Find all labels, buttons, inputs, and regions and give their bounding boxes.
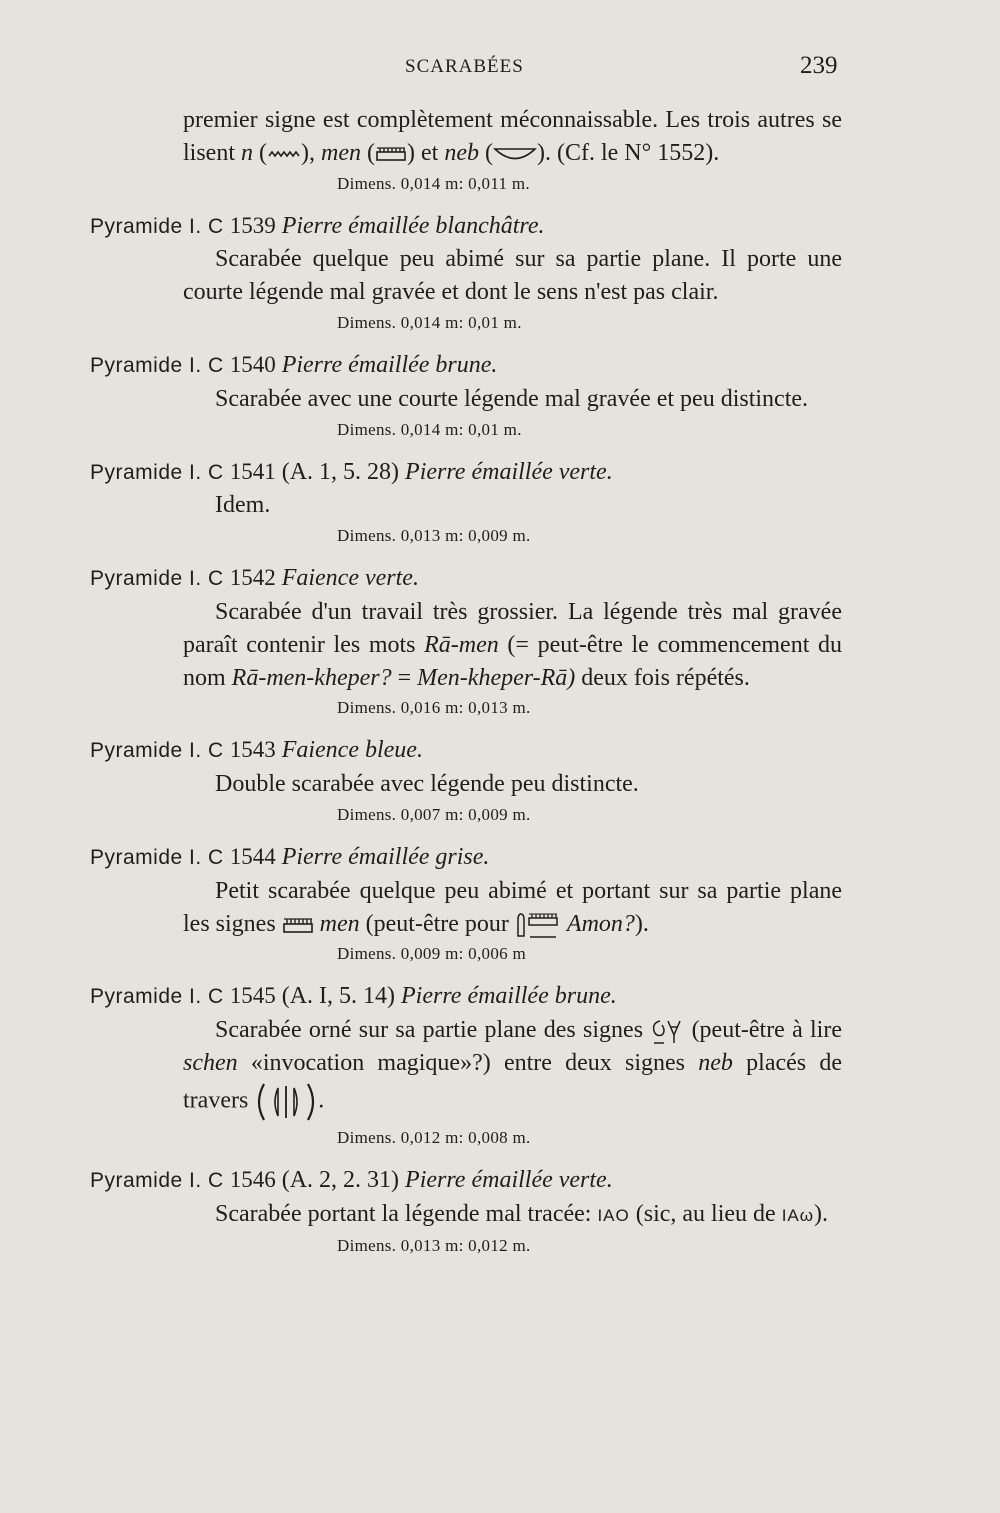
entry-1543	[90, 734, 842, 829]
neb-signs-hieroglyph-icon	[254, 1080, 318, 1124]
entry-1542	[90, 562, 842, 722]
basket-hieroglyph-icon	[493, 146, 537, 162]
entry-heading	[90, 562, 842, 596]
text-segment: «invocation magique»?) entre deux signes	[250, 1049, 686, 1076]
paragraph: premier signe est complètement méconnaissable. Les trois autres se lisent n ( ), men ( ) et neb ( ). (Cf. le N° 1552).	[183, 107, 843, 166]
entry-continuation	[90, 104, 842, 198]
entry-heading	[90, 349, 842, 383]
text-segment: ).	[814, 1200, 829, 1227]
text-segment: trois autres se lisent	[183, 107, 843, 166]
running-header	[0, 52, 1000, 82]
description: Scarabée avec une courte légende mal gravée et peu distincte.	[215, 385, 809, 412]
entry-1540	[90, 349, 842, 444]
catalogue-number: 1541	[229, 458, 276, 484]
entry-1544	[90, 841, 842, 968]
text-segment: Scarabée d'un travail très grossier. La légende très mal gravée paraît contenir les mots	[183, 598, 842, 658]
page-number: 239	[800, 52, 838, 79]
catalogue-text	[90, 104, 842, 1272]
collection-label: Pyramide I. C	[90, 845, 224, 869]
collection-label: Pyramide I. C	[90, 985, 224, 1009]
transliteration: Amon?	[566, 910, 635, 937]
material: Pierre émaillée grise.	[281, 843, 490, 870]
text-segment: =	[397, 664, 412, 691]
text-segment: Scarabée orné sur sa partie plane des signes	[215, 1017, 644, 1044]
text-segment: (sic, au lieu de	[635, 1200, 776, 1227]
description: Idem.	[215, 492, 271, 519]
description	[90, 1198, 842, 1233]
text-segment: (= peut-être le commencement du nom	[183, 631, 843, 691]
greek-legend: IAO	[597, 1205, 630, 1225]
material: Faience verte.	[281, 565, 419, 592]
material: Pierre émaillée blanchâtre.	[281, 212, 545, 239]
catalogue-number: 1544	[229, 843, 276, 869]
draughtboard-hieroglyph-icon	[375, 146, 407, 162]
collection-label: Pyramide I. C	[90, 567, 224, 591]
collection-label: Pyramide I. C	[90, 460, 224, 484]
transliteration: men	[321, 139, 361, 166]
entry-heading	[90, 1164, 842, 1198]
dimensions: Dimens. 0,014 m: 0,011 m.	[337, 173, 530, 193]
catalogue-number: 1542	[229, 565, 276, 591]
reference: (A. 1, 5. 28)	[281, 458, 400, 485]
entry-heading	[90, 456, 842, 490]
collection-label: Pyramide I. C	[90, 739, 224, 763]
greek-legend: IAω	[781, 1205, 815, 1225]
collection-label: Pyramide I. C	[90, 1168, 224, 1192]
transliteration: n	[241, 139, 253, 166]
text-segment: Scarabée portant la légende mal tracée:	[215, 1200, 592, 1227]
collection-label: Pyramide I. C	[90, 214, 224, 238]
text-segment: Petit scarabée quelque peu abimé et portant sur sa partie plane les signes	[183, 877, 842, 937]
transliteration: Men-kheper-Rā)	[417, 664, 576, 691]
reference: (A. I, 5. 14)	[281, 983, 396, 1010]
description: Double scarabée avec légende peu distincte.	[215, 771, 639, 798]
water-hieroglyph-icon	[267, 147, 301, 161]
material: Faience bleue.	[281, 737, 423, 764]
catalogue-number: 1546	[229, 1166, 276, 1192]
text-line: premier signe est complètement méconnaissable. Les	[183, 107, 701, 133]
running-title: SCARABÉES	[405, 56, 524, 77]
text-segment: placés de travers	[183, 1049, 843, 1114]
entry-heading	[90, 210, 842, 244]
text-segment: (Cf. le N° 1552).	[556, 139, 720, 166]
description: Scarabée orné sur sa partie plane des signes (peut-être à lire schen «invocation magique»?) entre deux signes neb placés de travers .	[90, 1014, 842, 1124]
amon-hieroglyph-icon	[515, 910, 561, 940]
material: Pierre émaillée brune.	[281, 351, 498, 378]
dimensions: Dimens. 0,012 m: 0,008 m.	[337, 1127, 531, 1147]
material: Pierre émaillée brune.	[401, 983, 617, 1010]
entry-heading	[90, 734, 842, 768]
description: Scarabée quelque peu abimé sur sa partie plane. Il porte une courte légende mal gravée et dont le sens n'est pas clair.	[183, 246, 842, 306]
dimensions: Dimens. 0,014 m: 0,01 m.	[337, 419, 522, 439]
entry-1539	[90, 210, 842, 337]
collection-label: Pyramide I. C	[90, 353, 224, 377]
entry-1546	[90, 1164, 842, 1261]
transliteration: Rā-men-kheper?	[231, 664, 392, 691]
catalogue-number: 1540	[229, 351, 276, 377]
draughtboard-hieroglyph-icon	[282, 916, 314, 934]
text-segment: et	[420, 139, 439, 166]
transliteration: Rā-men	[424, 631, 499, 658]
entry-heading	[90, 980, 842, 1014]
dimensions: Dimens. 0,009 m: 0,006 m	[337, 944, 527, 964]
transliteration: neb	[444, 139, 479, 166]
text-segment: ).	[634, 910, 649, 937]
text-segment: deux fois répétés.	[581, 664, 750, 691]
entry-1545	[90, 980, 842, 1151]
reference: (A. 2, 2. 31)	[281, 1166, 400, 1193]
transliteration: neb	[698, 1049, 733, 1076]
transliteration: schen	[183, 1049, 238, 1076]
catalogue-number: 1545	[229, 983, 276, 1009]
text-segment: (peut-être à lire	[691, 1017, 842, 1044]
catalogue-number: 1543	[229, 737, 276, 763]
dimensions: Dimens. 0,013 m: 0,012 m.	[337, 1236, 531, 1256]
entry-heading	[90, 841, 842, 875]
entry-1541	[90, 456, 842, 551]
transliteration: men	[319, 910, 360, 937]
dimensions: Dimens. 0,007 m: 0,009 m.	[337, 804, 531, 824]
dimensions: Dimens. 0,013 m: 0,009 m.	[337, 526, 531, 546]
dimensions: Dimens. 0,014 m: 0,01 m.	[337, 312, 522, 332]
text-segment: (peut-être pour	[365, 910, 509, 937]
schen-hieroglyph-icon	[650, 1017, 684, 1047]
material: Pierre émaillée verte.	[405, 458, 613, 485]
description	[90, 596, 842, 694]
description	[90, 875, 842, 941]
material: Pierre émaillée verte.	[405, 1166, 613, 1193]
dimensions: Dimens. 0,016 m: 0,013 m.	[337, 698, 531, 718]
catalogue-number: 1539	[229, 212, 276, 238]
